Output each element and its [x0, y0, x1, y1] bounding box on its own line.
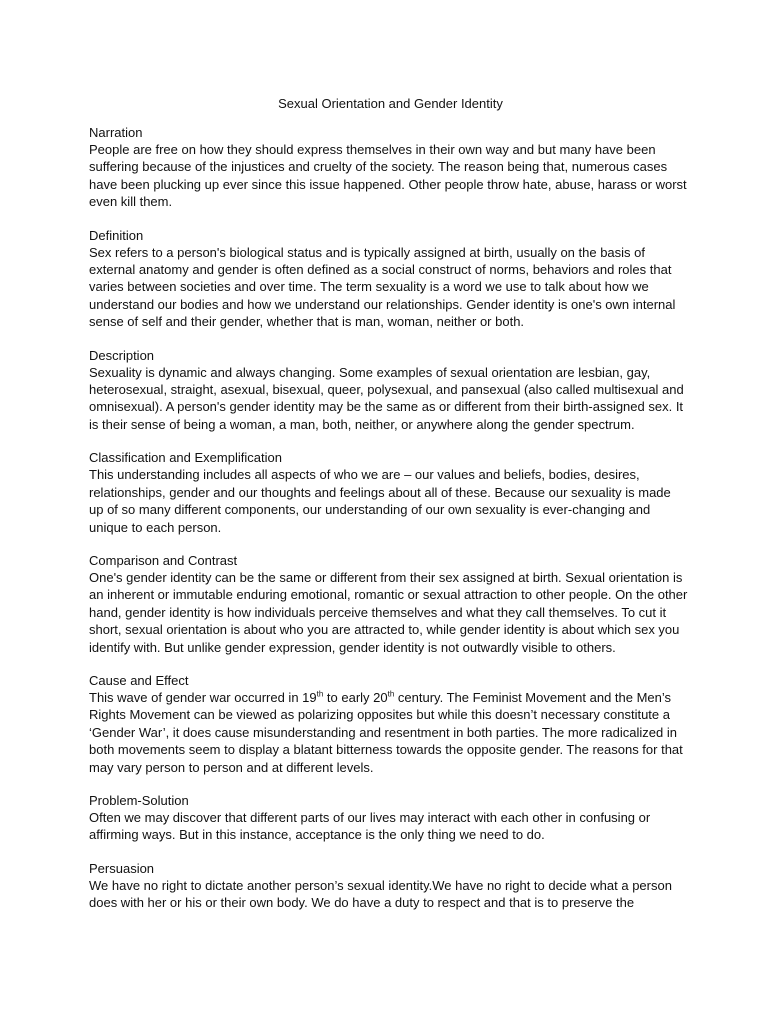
section-definition [89, 227, 688, 331]
section-comparison [89, 552, 688, 656]
section-heading: Problem-Solution [89, 792, 189, 808]
document-title: Sexual Orientation and Gender Identity [278, 96, 503, 111]
section-description [89, 347, 688, 434]
ordinal-suffix: th [387, 689, 395, 699]
section-heading: Persuasion [89, 860, 155, 876]
section-body: Often we may discover that different parts of our lives may interact with each other in confusing or affirming ways. But in this instance, acceptance is the only thing we need to do. [89, 809, 651, 843]
section-heading: Classification and Exemplification [89, 450, 282, 466]
section-persuasion [89, 860, 688, 912]
section-classification [89, 449, 688, 536]
section-body: This understanding includes all aspects of who we are – our values and beliefs, bodies, desires, relationships, gender and our thoughts and feelings about all of these. Because our sexuality is made up of so many different components, our understanding of our own sexuality is ever-changing and unique to each person. [89, 467, 671, 535]
section-heading: Cause and Effect [89, 672, 189, 688]
ordinal-suffix: th [316, 689, 324, 699]
section-cause-effect [89, 672, 688, 776]
section-heading: Description [89, 347, 155, 363]
section-body: People are free on how they should express themselves in their own way and but many have been suffering because of the injustices and cruelty of the society. The reason being that, numerous cases have been plucking up ever since this issue happened. Other people throw hate, abuse, harass or worst even kill them. [89, 142, 687, 210]
section-heading: Narration [89, 125, 143, 140]
section-heading: Comparison and Contrast [89, 552, 238, 568]
section-body: One's gender identity can be the same or different from their sex assigned at birth. Sexual orientation is an inherent or immutable enduring emotional, romantic or sexual attraction to other people. On the other hand, gender identity is how individuals perceive themselves and what they call themselves. To cut it short, sexual orientation is about who you are attracted to, while gender identity is about which sex you identify with. But unlike gender expression, gender identity is not outwardly visible to others. [89, 569, 688, 655]
section-narration [89, 124, 688, 211]
section-heading: Definition [89, 227, 144, 243]
section-body: We have no right to dictate another person’s sexual identity.We have no right to decide what a person does with her or his or their own body. We do have a duty to respect and that is to preserve the [89, 877, 672, 911]
section-body: Sexuality is dynamic and always changing. Some examples of sexual orientation are lesbian, gay, heterosexual, straight, asexual, bisexual, queer, polysexual, and pansexual (also called multisexual and omnisexual). A person's gender identity may be the same as or different from their birth-assigned sex. It is their sense of being a woman, a man, both, neither, or anywhere along the gender spectrum. [89, 364, 684, 432]
section-body: Sex refers to a person's biological status and is typically assigned at birth, usually on the basis of external anatomy and gender is often defined as a social construct of norms, behaviors and roles that varies between societies and over time. The term sexuality is a word we use to talk about how we understand our bodies and how we understand our relationships. Gender identity is one's own internal sense of self and their gender, whether that is man, woman, neither or both. [89, 244, 676, 330]
section-body [89, 689, 688, 776]
body-text: century. The Feminist Movement and the Men’s Rights Movement can be viewed as polarizing opposites but while this doesn’t necessary constitute a ‘Gender War’, it does cause misunderstanding and resentment in both parties. The more radicalized in both movements seem to display a blatant bitterness towards the opposite gender. The reasons for that may vary person to person and at different levels. [89, 689, 683, 775]
body-text: This wave of gender war occurred in 19 [89, 689, 317, 705]
section-problem-solution [89, 792, 688, 844]
body-text: to early 20 [323, 689, 388, 705]
